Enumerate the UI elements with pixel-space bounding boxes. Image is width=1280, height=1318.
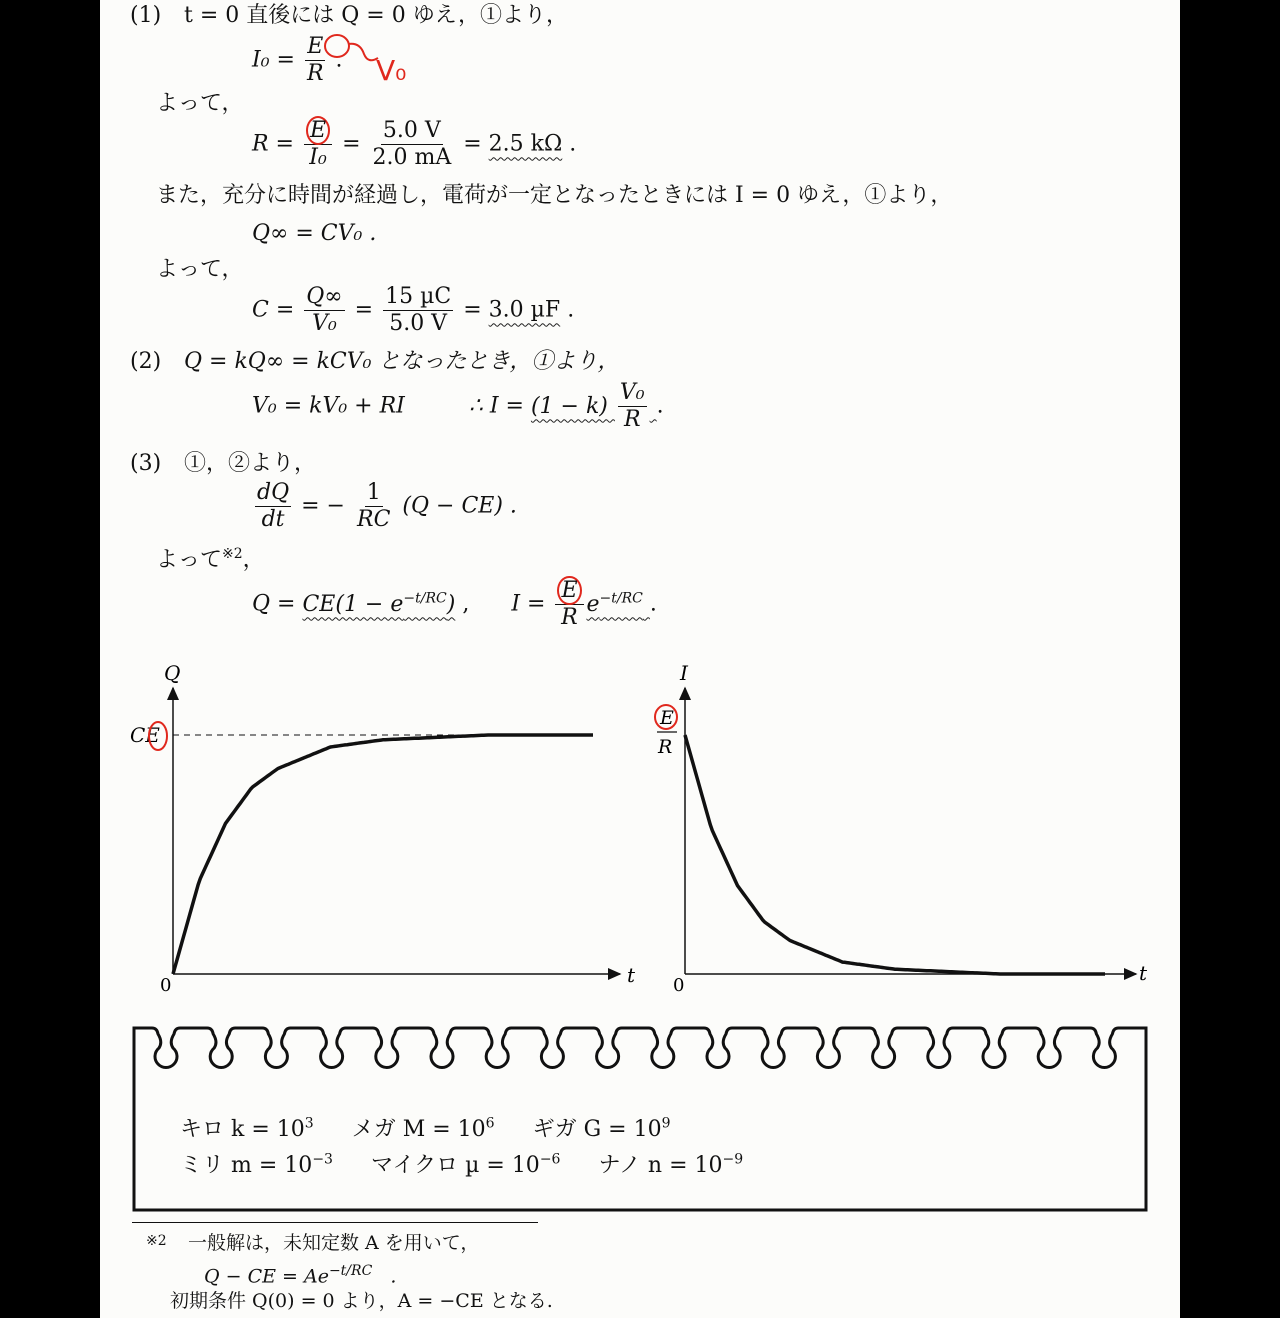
- eq-C-frac1: [304, 284, 344, 337]
- eq-dQdt-den: dt: [261, 507, 285, 532]
- eq-C-den2: 5.0 V: [389, 311, 448, 336]
- eq-dQdt-eq: = −: [301, 493, 345, 519]
- charts: [100, 650, 1180, 1010]
- eq-R-den1: I₀: [309, 145, 327, 170]
- sotte-2: よって，: [156, 257, 244, 282]
- chart-Q: [130, 661, 636, 996]
- eq-C-den1: V₀: [312, 311, 337, 336]
- eq-C-num2: 15 µC: [385, 284, 452, 309]
- answer-C: 3.0 µF: [488, 297, 561, 323]
- eq-dQdt-num: dQ: [257, 480, 290, 505]
- chart-Q-curve: [173, 735, 593, 974]
- answer-Q-main: CE(1 − e: [302, 591, 404, 617]
- document-page: [100, 0, 1180, 1318]
- problem-1-intro: t = 0 直後には Q = 0 ゆえ，①より，: [184, 3, 569, 28]
- eq-R-eq: =: [463, 131, 482, 157]
- footnote-line-2: [204, 1258, 396, 1289]
- eq-I-lhs: I =: [511, 591, 546, 617]
- chart-Q-origin: 0: [160, 975, 172, 996]
- eq-I-k-factor: (1 − k): [530, 393, 608, 419]
- footnote-eq: Q − CE = Ae: [204, 1265, 329, 1288]
- footnote-eq-exp: −t/RC: [328, 1263, 373, 1279]
- chart-I-origin: 0: [673, 975, 685, 996]
- prefix-mega: メガ $M = 10^6$: [351, 1116, 495, 1143]
- eq-C-mid: =: [354, 297, 374, 323]
- sotte-1: よって，: [156, 91, 244, 116]
- eq-dQdt-frac: [255, 480, 291, 533]
- eq-C-eq: =: [463, 297, 482, 323]
- eq-I-k: [252, 380, 664, 433]
- eq-solutions-tail: .: [649, 591, 657, 617]
- prefix-row-2: [180, 1146, 743, 1180]
- footnote-eq-tail: .: [390, 1265, 397, 1288]
- chart-I: [655, 661, 1148, 996]
- eq-R-tail: .: [569, 131, 577, 157]
- eq-I0-tail: .: [335, 47, 343, 73]
- answer-I-k: [530, 380, 657, 432]
- prefix-milli: ミリ $m = 10^{-3}$: [180, 1152, 333, 1179]
- eq-R-lhs: R =: [252, 131, 294, 157]
- eq-Q-lhs: Q =: [252, 591, 296, 617]
- eq-I-k-frac: [618, 380, 647, 433]
- eq-I0-num: E: [307, 34, 324, 59]
- footnote-line-3: 初期条件 Q(0) = 0 より，A = −CE となる.: [170, 1290, 553, 1312]
- eq-sep: ,: [462, 591, 470, 617]
- answer-I: [552, 578, 649, 630]
- answer-I-num: E: [557, 576, 581, 605]
- problem-1-label: (1): [130, 3, 162, 28]
- answer-I-den: R: [561, 605, 578, 630]
- eq-R-num2: 5.0 V: [382, 118, 441, 143]
- footnote-rule: [132, 1222, 538, 1223]
- eq-R-den2: 2.0 mA: [372, 145, 452, 170]
- eq-I0-den: R: [306, 61, 324, 86]
- chart-Q-ylabel: Q: [164, 661, 181, 685]
- prefix-giga: ギガ $G = 10^9$: [532, 1116, 671, 1143]
- handwritten-note-V0: V₀: [376, 54, 407, 87]
- eq-dQdt-den2: RC: [357, 507, 391, 532]
- eq-R-frac1: [304, 118, 332, 171]
- eq-dQdt-num2: 1: [366, 480, 381, 505]
- eq-I-k-num: V₀: [619, 380, 645, 405]
- eq-dQdt: [252, 480, 517, 533]
- sotte-3: [156, 540, 265, 574]
- problem-3-intro: ①，②より，: [184, 451, 317, 476]
- answer-R: 2.5 kΩ: [488, 131, 563, 157]
- eq-C: [252, 284, 574, 337]
- eq-C-frac2: [383, 284, 453, 337]
- eq-I-k-tail: .: [656, 393, 664, 419]
- chart-I-ylabel: I: [680, 661, 688, 685]
- eq-I0-lhs: I₀ =: [252, 47, 295, 73]
- eq-I-k-therefore: ∴ I =: [468, 393, 524, 419]
- eq-I-k-den: R: [623, 407, 641, 432]
- problem-2-label: (2): [130, 349, 162, 374]
- eq-R-num1: E: [306, 116, 330, 145]
- sotte-3-tail: ，: [242, 547, 265, 573]
- answer-I-exp: −t/RC: [599, 590, 643, 607]
- eq-C-tail: .: [567, 297, 575, 323]
- eq-R-frac2: [371, 118, 454, 171]
- eq-C-num1: Q∞: [306, 284, 343, 309]
- mata-sentence: また，充分に時間が経過し，電荷が一定となったときには I = 0 ゆえ，①より，: [156, 183, 953, 208]
- chart-Q-asymptote-label: CE: [130, 723, 160, 747]
- problem-3-label: (3): [130, 451, 162, 476]
- answer-Q-exp: −t/RC: [403, 590, 447, 607]
- chart-I-y0-num: E: [660, 707, 674, 729]
- prefix-micro: マイクロ $\mu = 10^{-6}$: [370, 1152, 561, 1179]
- chart-I-curve: [685, 735, 1105, 974]
- sotte-3-text: よって: [156, 547, 223, 573]
- eq-C-lhs: C =: [252, 297, 295, 323]
- chart-I-y0-den: R: [658, 736, 673, 758]
- eq-dQdt-frac2: [355, 480, 392, 533]
- answer-I-base: e: [586, 591, 600, 617]
- prefix-row-1: [180, 1110, 671, 1144]
- footnote-ref: ※2: [222, 546, 243, 562]
- eq-Qinf: Q∞ = CV₀ .: [252, 221, 377, 246]
- eq-R: [252, 118, 576, 171]
- prefix-nano: ナノ $n = 10^{-9}$: [598, 1152, 744, 1179]
- eq-R-mid: =: [342, 131, 361, 157]
- answer-Q-close: ): [446, 591, 456, 617]
- footnote-mark: ※2: [146, 1233, 167, 1249]
- prefix-kilo: キロ $k = 10^3$: [180, 1116, 314, 1143]
- answer-I-frac: [555, 578, 583, 631]
- footnote-line-1: 一般解は，未知定数 A を用いて，: [188, 1232, 480, 1254]
- problem-2-intro: Q = kQ∞ = kCV₀ となったとき，①より，: [184, 349, 620, 374]
- chart-Q-xlabel: t: [627, 963, 636, 987]
- chart-I-xlabel: t: [1139, 961, 1148, 985]
- answer-Q: [302, 592, 455, 617]
- eq-dQdt-tail: (Q − CE) .: [402, 493, 517, 519]
- eq-solutions: [252, 578, 657, 631]
- eq-I-k-lhs: V₀ = kV₀ + RI: [252, 393, 405, 419]
